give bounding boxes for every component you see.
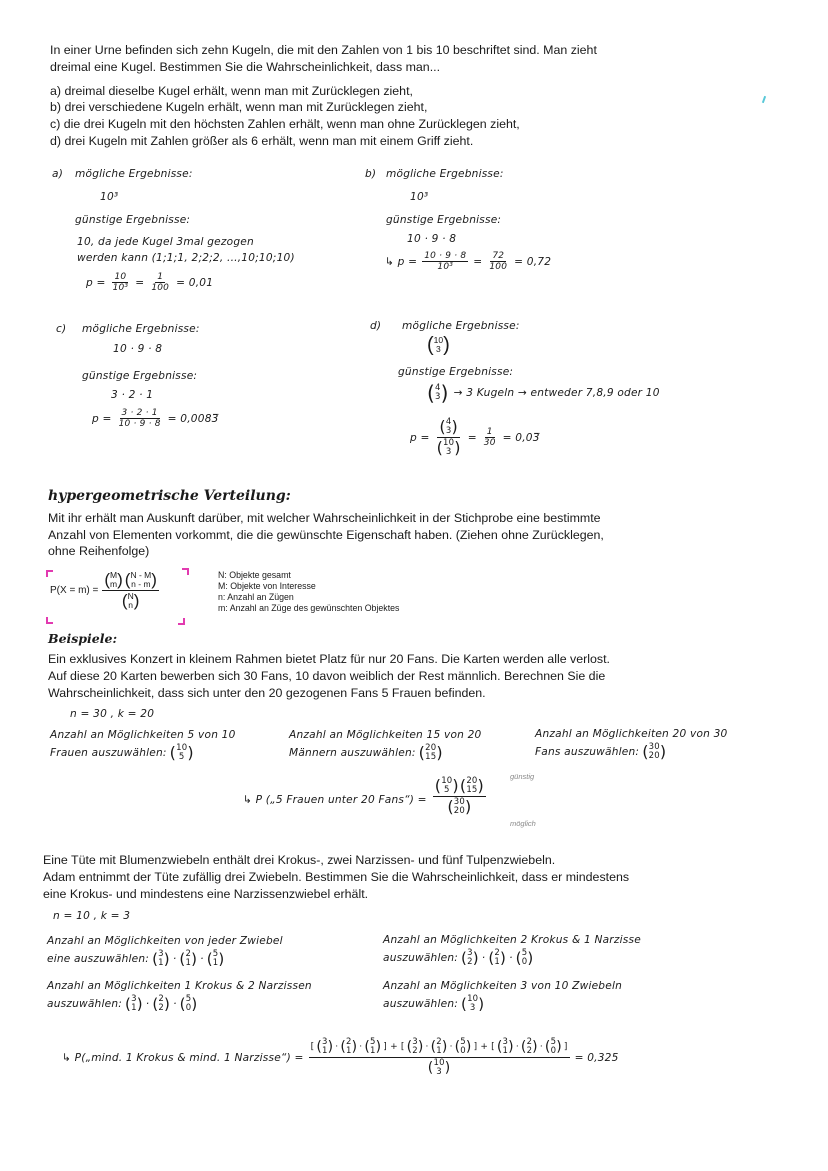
sol-d-eq: =	[467, 431, 477, 444]
sol-d-pn-bot: 3	[445, 426, 452, 436]
sol-b-formula	[385, 251, 551, 272]
hyper-line3: ohne Reihenfolge)	[48, 544, 150, 558]
sol-a-f2d: 100	[151, 283, 170, 293]
ex1-c1-row: Frauen auszuwählen: ( 10 5 )	[50, 743, 194, 762]
ex2-frac: [ ( 3 1 ) · ( 2 1 ) · ( 5 1 ) ] + [ ( 3 2 ) · ( 2 1 ) · ( 5 0 ) ] + [ ( 3 1 ) · ( 2 2 ) · ( 5 0 ) ] ( 10 3 )	[310, 1037, 568, 1077]
sol-d-f2d: 30	[483, 438, 496, 448]
sol-d-frac2	[482, 427, 498, 448]
sol-b-label: b)	[365, 168, 377, 180]
ex1-c3b: Fans auszuwählen:	[535, 746, 640, 758]
sol-b-f1d: 10³	[437, 262, 454, 272]
sol-c-moeg-val: 10 · 9 · 8	[113, 343, 163, 355]
sol-c-moegliche: mögliche Ergebnisse:	[82, 323, 200, 335]
sol-d-p: p =	[410, 431, 430, 444]
sol-d-pn-top: 4	[445, 417, 452, 427]
sol-a-moeg-val: 10³	[100, 191, 119, 203]
ex2-line3: eine Krokus- und mindestens eine Narzissenzwiebel erhält.	[43, 887, 369, 901]
sol-a-frac2	[149, 272, 171, 293]
sol-d-frac1: ( 4 3 ) ( 10 3 )	[436, 417, 461, 457]
sol-b-guenstige: günstige Ergebnisse:	[386, 214, 502, 226]
d2-b2-b: 1	[494, 957, 500, 967]
d3-b2-t: 2	[158, 994, 164, 1004]
intro-item-c: c) die drei Kugeln mit den höchsten Zahlen erhält, wenn man ohne Zurücklegen zieht,	[50, 117, 520, 131]
ex1-frac-b1-bot: 5	[444, 785, 450, 795]
ex2-d2-row: auszuwählen: ( 3 2 ) · ( 2 1 ) · ( 5 0 )	[383, 948, 534, 967]
hyper-b3-bot: n	[128, 600, 133, 610]
ex2-line2: Adam entnimmt der Tüte zufällig drei Zwiebeln. Bestimmen Sie die Wahrscheinlichkeit, dass er mindestens	[43, 870, 630, 884]
sol-a-guenstige: günstige Ergebnisse:	[75, 214, 191, 226]
sol-d-pd-bot: 3	[445, 447, 452, 457]
ex1-c1-top: 10	[176, 743, 188, 753]
sol-d-binom-bot: 3	[436, 344, 441, 354]
ex2-res: = 0,325	[574, 1051, 619, 1064]
sol-d-g-bot: 3	[435, 392, 441, 402]
ex1-p-row	[243, 776, 486, 817]
sol-a-eq: =	[135, 276, 145, 289]
ex1-nk: n = 30 , k = 20	[70, 708, 155, 720]
hyper-legend-N: N: Objekte gesamt	[218, 570, 291, 580]
teal-mark	[762, 96, 766, 103]
sol-a-res: = 0,01	[176, 276, 214, 289]
sol-b-moeg-val: 10³	[410, 191, 429, 203]
sol-c-f1n: 3 · 2 · 1	[121, 408, 158, 418]
ex1-line3: Wahrscheinlichkeit, dass sich unter den 20 gezogenen Fans 5 Frauen befinden.	[48, 686, 486, 700]
hyper-legend-m: m: Anzahl an Züge des gewünschten Objektes	[218, 603, 400, 613]
ex1-line1: Ein exklusives Konzert in kleinem Rahmen bietet Platz für nur 20 Fans. Die Karten werden alle verlost.	[48, 652, 610, 666]
d1-b2-t: 2	[185, 949, 192, 959]
corner-br	[178, 618, 185, 625]
sol-d-g-top: 4	[435, 383, 441, 393]
sol-a-g1: 10, da jede Kugel 3mal gezogen	[77, 236, 254, 248]
hyper-b1-top: M	[110, 570, 118, 580]
sol-d-g-row: ( 4 3 ) → 3 Kugeln → entweder 7,8,9 oder 10	[427, 381, 660, 405]
d3-b2-b: 2	[158, 1003, 164, 1013]
d4-b-b: 3	[469, 1003, 476, 1013]
sol-a-moegliche: mögliche Ergebnisse:	[75, 168, 193, 180]
ex2-d3b: auszuwählen:	[47, 998, 123, 1010]
intro-line1: In einer Urne befinden sich zehn Kugeln, die mit den Zahlen von 1 bis 10 beschriftet sind. Man zieht	[50, 43, 597, 57]
intro-item-a: a) dreimal dieselbe Kugel erhält, wenn man mit Zurücklegen zieht,	[50, 84, 413, 98]
sol-c-res: = 0,0083̅	[167, 412, 219, 425]
ex2-d4b: auszuwählen:	[383, 998, 459, 1010]
ex1-c3-bot: 20	[648, 751, 660, 761]
ex2-d4-row: auszuwählen: ( 10 3 )	[383, 994, 485, 1013]
d1-b2-b: 1	[185, 958, 192, 968]
hyper-formula	[50, 570, 159, 611]
corner-tr	[182, 568, 189, 575]
ex1-c3-top: 30	[648, 742, 660, 752]
intro-item-d: d) drei Kugeln mit Zahlen größer als 6 erhält, wenn man mit einem Griff zieht.	[50, 134, 474, 148]
sol-b-eq: =	[473, 255, 483, 268]
sol-b-f2n: 72	[492, 251, 505, 261]
hyper-frac: ( M m ) ( N - M n - m ) ( N n )	[104, 570, 157, 610]
d3-b3-t: 5	[185, 994, 192, 1004]
d2-b3-t: 5	[521, 948, 528, 958]
ex1-frac-b3-bot: 20	[453, 806, 465, 816]
corner-bl	[46, 617, 53, 624]
sol-b-f2d: 100	[489, 262, 508, 272]
ex2-d3a: Anzahl an Möglichkeiten 1 Krokus & 2 Narzissen	[47, 980, 312, 992]
sol-c-g1: 3 · 2 · 1	[111, 389, 154, 401]
d2-b2-t: 2	[494, 948, 500, 958]
ex2-d1a: Anzahl an Möglichkeiten von jeder Zwiebel	[47, 935, 283, 947]
ex1-c1a: Anzahl an Möglichkeiten 5 von 10	[50, 729, 236, 741]
d2-b1-t: 3	[467, 948, 473, 958]
ex2-d4a: Anzahl an Möglichkeiten 3 von 10 Zwiebeln	[383, 980, 623, 992]
ex2-p: ↳ P(„mind. 1 Krokus & mind. 1 Narzisse“) =	[62, 1051, 304, 1064]
ex1-moeglich-note: möglich	[510, 819, 536, 828]
sol-b-res: = 0,72	[514, 255, 552, 268]
ex1-p: ↳ P („5 Frauen unter 20 Fans“) =	[243, 793, 427, 806]
d1-b1-t: 3	[158, 949, 164, 959]
hyper-b1-bot: m	[110, 579, 118, 589]
hyper-b2-bot: n - m	[131, 579, 151, 589]
d1-b3-t: 5	[212, 949, 219, 959]
ex1-c2-row: Männern auszuwählen: ( 20 15 )	[289, 743, 443, 762]
sol-a-g2: werden kann (1;1;1, 2;2;2, ...,10;10;10)	[77, 252, 295, 264]
ex1-c3a: Anzahl an Möglichkeiten 20 von 30	[535, 728, 728, 740]
sol-c-label: c)	[56, 323, 67, 335]
ex1-c1b: Frauen auszuwählen:	[50, 747, 167, 759]
d4-b-t: 10	[467, 994, 479, 1004]
hyper-legend-M: M: Objekte von Interesse	[218, 581, 316, 591]
sol-a-frac1	[111, 272, 131, 293]
hyper-legend	[218, 570, 399, 614]
d2-b3-b: 0	[521, 957, 528, 967]
ex1-frac: ( 10 5 ) ( 20 15 ) ( 30 20 )	[434, 776, 484, 816]
d3-b1-b: 1	[131, 1003, 137, 1013]
ex2-d2b: auszuwählen:	[383, 952, 459, 964]
ex2-d1b: eine auszuwählen:	[47, 953, 150, 965]
ex2-nk: n = 10 , k = 3	[53, 910, 131, 922]
sol-d-res: = 0,03̅	[502, 431, 540, 444]
beispiele-title: Beispiele:	[48, 631, 118, 646]
hyper-legend-n: n: Anzahl an Zügen	[218, 592, 294, 602]
intro-item-b: b) drei verschiedene Kugeln erhält, wenn man mit Zurücklegen zieht,	[50, 100, 428, 114]
hyper-b3-top: N	[127, 591, 134, 601]
ex2-line1: Eine Tüte mit Blumenzwiebeln enthält drei Krokus-, zwei Narzissen- und fünf Tulpenzwiebeln.	[43, 853, 556, 867]
ex1-frac-b3-top: 30	[453, 797, 465, 807]
sol-b-frac1	[422, 251, 468, 272]
sol-c-formula	[92, 408, 219, 429]
sol-d-label: d)	[370, 320, 382, 332]
sol-c-guenstige: günstige Ergebnisse:	[82, 370, 198, 382]
sol-a-p: p =	[86, 276, 106, 289]
sol-d-moeg-binom: ( 10 3 )	[427, 334, 450, 356]
d3-b1-t: 3	[131, 994, 137, 1004]
hyper-b2-top: N - M	[130, 570, 152, 580]
d2-b1-b: 2	[467, 957, 473, 967]
hyper-line2: Anzahl von Elementen vorkommt, die die gewünschte Eigenschaft haben. (Ziehen ohne Zurücklegen,	[48, 528, 604, 542]
ex1-c2-bot: 15	[425, 752, 437, 762]
ex1-line2: Auf diese 20 Karten bewerben sich 30 Fans, 10 davon weiblich der Rest männlich. Berechnen Sie die	[48, 669, 606, 683]
sol-c-f1d: 10 · 9 · 8	[118, 419, 161, 429]
hyper-formula-lhs: P(X = m) =	[50, 585, 99, 596]
ex1-frac-b2-top: 20	[466, 776, 478, 786]
sol-c-frac1	[117, 408, 163, 429]
ex2-d3-row: auszuwählen: ( 3 1 ) · ( 2 2 ) · ( 5 0 )	[47, 994, 198, 1013]
sol-d-moegliche: mögliche Ergebnisse:	[402, 320, 520, 332]
ex1-c2a: Anzahl an Möglichkeiten 15 von 20	[289, 729, 482, 741]
sol-d-g-text: → 3 Kugeln → entweder 7,8,9 oder 10	[453, 387, 660, 399]
hyper-title: hypergeometrische Verteilung:	[48, 488, 291, 504]
ex2-p-row	[62, 1037, 619, 1078]
sol-a-label: a)	[52, 168, 64, 180]
sol-d-guenstige: günstige Ergebnisse:	[398, 366, 514, 378]
sol-d-binom-top: 10	[433, 335, 444, 345]
sol-d-pd-top: 10	[443, 438, 455, 448]
d1-b1-b: 1	[158, 958, 164, 968]
ex1-guenstig-note: günstig	[510, 772, 535, 781]
sol-a-formula	[86, 272, 213, 293]
sol-d-f2n: 1	[486, 427, 493, 437]
sol-c-p: p =	[92, 412, 112, 425]
sol-b-g1: 10 · 9 · 8	[407, 233, 457, 245]
sol-a-f2n: 1	[157, 272, 164, 282]
ex1-frac-b2-bot: 15	[466, 785, 478, 795]
ex2-d2a: Anzahl an Möglichkeiten 2 Krokus & 1 Narzisse	[383, 934, 641, 946]
sol-a-f1d: 10³	[112, 283, 129, 293]
sol-b-frac2	[487, 251, 509, 272]
sol-a-f1n: 10	[114, 272, 127, 282]
sol-b-moegliche: mögliche Ergebnisse:	[386, 168, 504, 180]
intro-line2: dreimal eine Kugel. Bestimmen Sie die Wahrscheinlichkeit, dass man...	[50, 60, 441, 74]
sol-d-formula	[410, 417, 540, 458]
ex1-frac-b1-top: 10	[441, 776, 453, 786]
sol-b-p: ↳ p =	[385, 255, 418, 268]
ex1-c3-row: Fans auszuwählen: ( 30 20 )	[535, 742, 667, 761]
hyper-line1: Mit ihr erhält man Auskunft darüber, mit welcher Wahrscheinlichkeit in der Stichprobe eine bestimmte	[48, 511, 601, 525]
ex1-c1-bot: 5	[178, 752, 185, 762]
ex1-c2b: Männern auszuwählen:	[289, 747, 416, 759]
ex2-d1-row: eine auszuwählen: ( 3 1 ) · ( 2 1 ) · ( 5 1 )	[47, 949, 225, 968]
d1-b3-b: 1	[212, 958, 219, 968]
sol-b-f1n: 10 · 9 · 8	[424, 251, 467, 261]
d3-b3-b: 0	[185, 1003, 192, 1013]
ex1-c2-top: 20	[425, 743, 437, 753]
